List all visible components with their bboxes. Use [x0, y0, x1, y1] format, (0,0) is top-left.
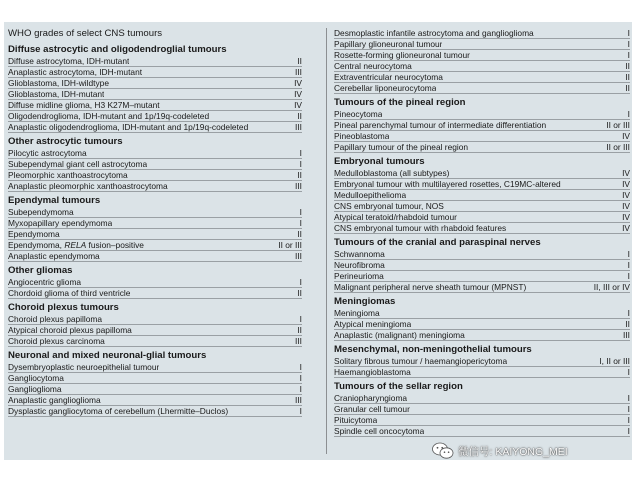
- tumour-name: Rosette-forming glioneuronal tumour: [334, 50, 470, 60]
- tumour-name: Craniopharyngioma: [334, 393, 408, 403]
- table-row: [334, 223, 630, 234]
- tumour-name: Dysembryoplastic neuroepithelial tumour: [8, 362, 160, 372]
- tumour-section: [334, 28, 630, 94]
- table-row: [8, 277, 302, 288]
- section-title: Tumours of the pineal region: [334, 97, 466, 108]
- who-grade: I, II or III: [599, 356, 630, 366]
- who-grade: I: [627, 367, 630, 377]
- who-grade: I: [627, 415, 630, 425]
- table-row: [334, 28, 630, 39]
- table-row: [334, 393, 630, 404]
- tumour-name: Papillary glioneuronal tumour: [334, 39, 443, 49]
- table-row: [334, 308, 630, 319]
- tumour-name: Subependymal giant cell astrocytoma: [8, 159, 148, 169]
- table-row: [8, 181, 302, 192]
- table-row: [8, 111, 302, 122]
- tumour-name: Granular cell tumour: [334, 404, 410, 414]
- who-grade: I: [627, 249, 630, 259]
- tumour-name: Pineoblastoma: [334, 131, 390, 141]
- tumour-name: Medulloepithelioma: [334, 190, 407, 200]
- who-grade: I: [627, 50, 630, 60]
- who-grade: IV: [294, 89, 302, 99]
- tumour-name: Pineocytoma: [334, 109, 383, 119]
- tumour-name: Anaplastic pleomorphic xanthoastrocytoma: [8, 181, 168, 191]
- who-grade: II, III or IV: [593, 282, 630, 292]
- who-grade: I: [299, 148, 302, 158]
- tumour-name: Pineal parenchymal tumour of intermediate differentiation: [334, 120, 547, 130]
- tumour-name: Pleomorphic xanthoastrocytoma: [8, 170, 128, 180]
- table-row: [8, 373, 302, 384]
- tumour-name: Diffuse midline glioma, H3 K27M–mutant: [8, 100, 160, 110]
- tumour-name: Cerebellar liponeurocytoma: [334, 83, 437, 93]
- table-row: [8, 314, 302, 325]
- tumour-name: Dysplastic gangliocytoma of cerebellum (Lhermitte–Duclos): [8, 406, 229, 416]
- tumour-name: Pilocytic astrocytoma: [8, 148, 87, 158]
- section-title: Choroid plexus tumours: [8, 302, 119, 313]
- who-grade: I: [627, 393, 630, 403]
- table-row: [8, 100, 302, 111]
- tumour-name: Choroid plexus papilloma: [8, 314, 103, 324]
- tumour-section: [8, 302, 302, 347]
- left-column: [8, 28, 302, 420]
- table-row: [334, 131, 630, 142]
- who-grade: II: [297, 325, 302, 335]
- table-row: [8, 218, 302, 229]
- who-grade: II: [625, 72, 630, 82]
- tumour-section: [334, 344, 630, 378]
- table-row: [8, 159, 302, 170]
- tumour-section: [334, 237, 630, 293]
- table-row: [8, 67, 302, 78]
- who-grade: III: [295, 67, 302, 77]
- section-title: Meningiomas: [334, 296, 396, 307]
- tumour-name: Anaplastic oligodendroglioma, IDH-mutant and 1p/19q-codeleted: [8, 122, 249, 132]
- tumour-section: [8, 350, 302, 417]
- table-row: [8, 384, 302, 395]
- table-row: [8, 395, 302, 406]
- who-grade: I: [627, 28, 630, 38]
- tumour-name: Meningioma: [334, 308, 380, 318]
- who-grade: II: [297, 170, 302, 180]
- who-grade: II: [297, 229, 302, 239]
- table-row: [334, 249, 630, 260]
- table-row: [334, 83, 630, 94]
- table-row: [8, 251, 302, 262]
- section-title: Embryonal tumours: [334, 156, 425, 167]
- table-row: [8, 325, 302, 336]
- section-title: Ependymal tumours: [8, 195, 101, 206]
- tumour-name: Anaplastic ependymoma: [8, 251, 100, 261]
- tumour-section: [334, 296, 630, 341]
- who-grade: III: [295, 395, 302, 405]
- who-grade: I: [627, 404, 630, 414]
- tumour-name: Solitary fibrous tumour / haemangiopericytoma: [334, 356, 508, 366]
- table-row: [334, 190, 630, 201]
- tumour-name: Anaplastic (malignant) meningioma: [334, 330, 465, 340]
- who-grade: I: [627, 39, 630, 49]
- table-row: [8, 229, 302, 240]
- who-grade: IV: [294, 78, 302, 88]
- table-row: [334, 168, 630, 179]
- table-row: [334, 426, 630, 437]
- table-row: [8, 288, 302, 299]
- tumour-name: Glioblastoma, IDH-mutant: [8, 89, 105, 99]
- who-grade: II: [625, 319, 630, 329]
- section-title: Other gliomas: [8, 265, 73, 276]
- who-grade: IV: [622, 131, 630, 141]
- who-grade: III: [623, 330, 630, 340]
- who-grade: III: [295, 181, 302, 191]
- tumour-name: Diffuse astrocytoma, IDH-mutant: [8, 56, 130, 66]
- who-grade: III: [295, 122, 302, 132]
- tumour-name: Haemangioblastoma: [334, 367, 411, 377]
- table-row: [8, 362, 302, 373]
- table-row: [334, 356, 630, 367]
- tumour-name: Neurofibroma: [334, 260, 385, 270]
- tumour-name: CNS embryonal tumour with rhabdoid features: [334, 223, 507, 233]
- tumour-name: Ependymoma: [8, 229, 60, 239]
- tumour-name: Atypical teratoid/rhabdoid tumour: [334, 212, 457, 222]
- tumour-section: [8, 195, 302, 262]
- who-grade: I: [299, 218, 302, 228]
- table-title: WHO grades of select CNS tumours: [8, 28, 163, 39]
- section-title: Tumours of the sellar region: [334, 381, 463, 392]
- table-row: [8, 170, 302, 181]
- tumour-section: [8, 136, 302, 192]
- table-row: [334, 50, 630, 61]
- tumour-name: Anaplastic ganglioglioma: [8, 395, 101, 405]
- tumour-name: Spindle cell oncocytoma: [334, 426, 425, 436]
- who-grade: I: [627, 260, 630, 270]
- who-grade: I: [627, 426, 630, 436]
- section-title: Tumours of the cranial and paraspinal nerves: [334, 237, 541, 248]
- table-row: [334, 319, 630, 330]
- table-row: [334, 404, 630, 415]
- who-grade: I: [299, 277, 302, 287]
- table-row: [8, 148, 302, 159]
- who-grade: II: [297, 111, 302, 121]
- right-column: [334, 28, 630, 440]
- who-grade: IV: [622, 179, 630, 189]
- table-row: [334, 271, 630, 282]
- tumour-name: Extraventricular neurocytoma: [334, 72, 443, 82]
- tumour-section: [8, 265, 302, 299]
- table-row: [334, 179, 630, 190]
- tumour-name: Gangliocytoma: [8, 373, 64, 383]
- table-row: [334, 415, 630, 426]
- who-grade: I: [299, 159, 302, 169]
- who-grade: IV: [294, 100, 302, 110]
- tumour-name: Atypical choroid plexus papilloma: [8, 325, 132, 335]
- table-row: [334, 61, 630, 72]
- tumour-name: Ganglioglioma: [8, 384, 62, 394]
- who-grade: I: [627, 271, 630, 281]
- table-row: [334, 109, 630, 120]
- tumour-name: Chordoid glioma of third ventricle: [8, 288, 131, 298]
- who-grade: II: [625, 61, 630, 71]
- tumour-section: [334, 381, 630, 437]
- tumour-name: Subependymoma: [8, 207, 74, 217]
- who-grade: I: [299, 384, 302, 394]
- section-title: Mesenchymal, non-meningothelial tumours: [334, 344, 532, 355]
- tumour-name: Embryonal tumour with multilayered rosettes, C19MC-altered: [334, 179, 561, 189]
- table-row: [334, 330, 630, 341]
- table-row: [334, 201, 630, 212]
- tumour-name: Schwannoma: [334, 249, 385, 259]
- table-row: [8, 240, 302, 251]
- table-row: [334, 39, 630, 50]
- tumour-section: [8, 44, 302, 133]
- table-row: [8, 122, 302, 133]
- who-grade: I: [627, 109, 630, 119]
- who-grade: IV: [622, 201, 630, 211]
- tumour-name: Oligodendroglioma, IDH-mutant and 1p/19q-codeleted: [8, 111, 210, 121]
- watermark-text: 微信号: KAIYONG_MEI: [458, 445, 568, 458]
- section-title: Neuronal and mixed neuronal-glial tumours: [8, 350, 207, 361]
- who-grade: I: [299, 362, 302, 372]
- table-row: [334, 282, 630, 293]
- tumour-name: Malignant peripheral nerve sheath tumour (MPNST): [334, 282, 527, 292]
- tumour-name: Glioblastoma, IDH-wildtype: [8, 78, 109, 88]
- who-grade: III: [295, 336, 302, 346]
- who-grade: II: [297, 56, 302, 66]
- tumour-name: Pituicytoma: [334, 415, 378, 425]
- tumour-name: Central neurocytoma: [334, 61, 412, 71]
- section-title: Diffuse astrocytic and oligodendroglial tumours: [8, 44, 227, 55]
- section-title: Other astrocytic tumours: [8, 136, 123, 147]
- table-row: [334, 72, 630, 83]
- table-row: [8, 336, 302, 347]
- table-row: [8, 56, 302, 67]
- who-grade: I: [299, 406, 302, 416]
- tumour-name: Perineurioma: [334, 271, 384, 281]
- who-grade: I: [299, 373, 302, 383]
- who-grade: II: [625, 83, 630, 93]
- watermark: [432, 442, 568, 460]
- tumour-name: CNS embryonal tumour, NOS: [334, 201, 444, 211]
- tumour-name: Choroid plexus carcinoma: [8, 336, 105, 346]
- table-row: [334, 120, 630, 131]
- who-grade: II or III: [606, 142, 630, 152]
- who-grade: IV: [622, 223, 630, 233]
- table-row: [334, 142, 630, 153]
- tumour-name: Atypical meningioma: [334, 319, 412, 329]
- table-row: [334, 212, 630, 223]
- who-grade: I: [627, 308, 630, 318]
- column-divider: [326, 28, 327, 454]
- table-row: [8, 78, 302, 89]
- table-row: [334, 260, 630, 271]
- table-row: [334, 367, 630, 378]
- tumour-name: Anaplastic astrocytoma, IDH-mutant: [8, 67, 143, 77]
- who-grade: II: [297, 288, 302, 298]
- tumour-name: Ependymoma, RELA fusion–positive: [8, 240, 144, 250]
- tumour-name: Desmoplastic infantile astrocytoma and ganglioglioma: [334, 28, 534, 38]
- who-grade: I: [299, 207, 302, 217]
- table-row: [8, 207, 302, 218]
- table-row: [8, 89, 302, 100]
- wechat-icon: [432, 442, 454, 460]
- tumour-name: Angiocentric glioma: [8, 277, 82, 287]
- who-grade: III: [295, 251, 302, 261]
- tumour-name: Papillary tumour of the pineal region: [334, 142, 469, 152]
- tumour-name: Medulloblastoma (all subtypes): [334, 168, 450, 178]
- who-grade: IV: [622, 168, 630, 178]
- who-grade: IV: [622, 190, 630, 200]
- who-grades-table: [4, 22, 632, 460]
- tumour-name: Myxopapillary ependymoma: [8, 218, 113, 228]
- who-grade: I: [299, 314, 302, 324]
- table-row: [8, 406, 302, 417]
- who-grade: II or III: [606, 120, 630, 130]
- who-grade: II or III: [278, 240, 302, 250]
- tumour-section: [334, 156, 630, 234]
- who-grade: IV: [622, 212, 630, 222]
- tumour-section: [334, 97, 630, 153]
